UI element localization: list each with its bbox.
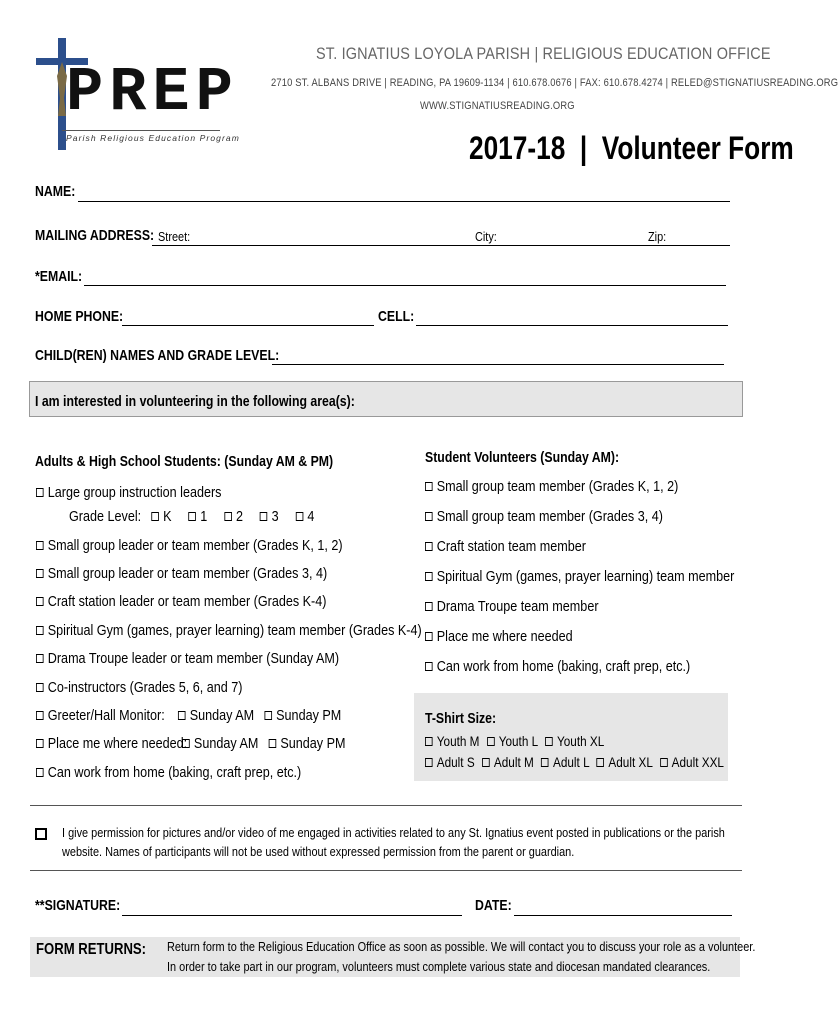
home-phone-label: HOME PHONE: (35, 308, 124, 325)
item-label: Spiritual Gym (games, prayer learning) team member (Grades K-4) (47, 622, 422, 639)
date-field[interactable] (514, 915, 732, 916)
permission-checkbox[interactable] (35, 828, 47, 840)
checkbox-grade-1[interactable] (188, 512, 196, 521)
interest-heading: I am interested in volunteering in the following area(s): (35, 393, 355, 410)
permission-text: I give permission for pictures and/or video of me engaged in activities related to any St. Ignatius event posted in publications or the parish website. Names of participants will not be used without expressed permission from the parent or guardian. (62, 825, 725, 859)
adult-s-label: Adult S (436, 754, 475, 770)
checkbox-adult-xxl[interactable] (660, 758, 668, 767)
student-option-4[interactable] (425, 568, 734, 585)
form-returns-label: FORM RETURNS: (36, 941, 147, 958)
zip-label: Zip: (648, 229, 667, 244)
sunday-pm-label: Sunday PM (276, 707, 342, 724)
student-option-7[interactable] (425, 658, 690, 675)
adult-option-4[interactable] (36, 622, 422, 639)
grade-4-label: 4 (307, 508, 315, 525)
grade-2-label: 2 (235, 508, 243, 525)
item-label: Small group team member (Grades 3, 4) (436, 508, 663, 525)
students-heading: Student Volunteers (Sunday AM): (425, 449, 620, 466)
item-label: Craft station team member (436, 538, 586, 555)
checkbox[interactable] (36, 488, 44, 497)
interest-heading-box (29, 381, 743, 417)
signature-field[interactable] (122, 915, 462, 916)
checkbox-adult-l[interactable] (541, 758, 549, 767)
student-option-3[interactable] (425, 538, 586, 555)
adult-xl-label: Adult XL (608, 754, 653, 770)
item-label: Can work from home (baking, craft prep, etc.) (436, 658, 691, 675)
home-phone-field[interactable] (122, 325, 374, 326)
grade-1-label: 1 (200, 508, 208, 525)
website: WWW.STIGNATIUSREADING.ORG (420, 100, 575, 112)
adult-option-2[interactable] (36, 565, 327, 582)
grade-level-label: Grade Level: (69, 508, 142, 525)
student-option-2[interactable] (425, 508, 663, 525)
children-label: CHILD(REN) NAMES AND GRADE LEVEL: (35, 347, 280, 364)
sunday-am-label: Sunday AM (189, 707, 255, 724)
item-label: Craft station leader or team member (Grades K-4) (47, 593, 327, 610)
logo-subtitle: Parish Religious Education Program (66, 133, 240, 143)
place-me-label: Place me where needed: (47, 735, 188, 752)
grade-k-label: K (163, 508, 172, 525)
checkbox[interactable] (425, 512, 433, 521)
checkbox[interactable] (36, 654, 44, 663)
item-label: Large group instruction leaders (47, 484, 222, 501)
checkbox-grade-4[interactable] (296, 512, 304, 521)
checkbox-place-me-pm[interactable] (269, 739, 277, 748)
tshirt-box (414, 693, 728, 781)
item-label: Small group leader or team member (Grades K, 1, 2) (47, 537, 343, 554)
adult-option-1[interactable] (36, 537, 343, 554)
item-label: Co-instructors (Grades 5, 6, and 7) (47, 679, 243, 696)
item-label: Drama Troupe team member (436, 598, 599, 615)
org-line: ST. IGNATIUS LOYOLA PARISH | RELIGIOUS EDUCATION OFFICE (316, 44, 771, 63)
checkbox-youth-m[interactable] (425, 737, 433, 746)
checkbox-grade-2[interactable] (224, 512, 232, 521)
grade-level-row (69, 508, 314, 525)
name-field[interactable] (78, 201, 730, 202)
large-group-item[interactable] (36, 484, 221, 501)
city-field[interactable] (472, 245, 648, 246)
adult-option-6[interactable] (36, 679, 242, 696)
checkbox[interactable] (425, 572, 433, 581)
checkbox-grade-k[interactable] (151, 512, 159, 521)
street-label: Street: (158, 229, 191, 244)
date-label: DATE: (475, 897, 512, 914)
item-label: Spiritual Gym (games, prayer learning) team member (436, 568, 735, 585)
adult-l-label: Adult L (553, 754, 590, 770)
form-returns-line1: Return form to the Religious Education Office as soon as possible. We will contact you to discuss your role as a volunteer. (167, 939, 756, 954)
youth-xl-label: Youth XL (556, 733, 605, 749)
form-returns-box (30, 937, 756, 977)
greeter-row (36, 707, 341, 724)
checkbox[interactable] (425, 632, 433, 641)
signature-label: **SIGNATURE: (35, 897, 121, 914)
form-title: 2017-18 | Volunteer Form (469, 130, 794, 166)
adult-option-5[interactable] (36, 650, 339, 667)
adult-option-3[interactable] (36, 593, 326, 610)
children-field[interactable] (272, 364, 724, 365)
item-label: Small group team member (Grades K, 1, 2) (436, 478, 679, 495)
logo-text: PREP (66, 57, 239, 128)
youth-m-label: Youth M (436, 733, 480, 749)
name-label: NAME: (35, 183, 76, 200)
item-label: Can work from home (baking, craft prep, etc.) (47, 764, 302, 781)
tshirt-adult-row (425, 754, 724, 770)
youth-l-label: Youth L (498, 733, 538, 749)
address-line: 2710 ST. ALBANS DRIVE | READING, PA 19609-1134 | 610.678.0676 | FAX: 610.678.4274 | RELED@STIGNATIUSREADING.ORG (271, 77, 838, 89)
tshirt-heading: T-Shirt Size: (425, 710, 497, 727)
street-field[interactable] (152, 245, 472, 246)
checkbox-adult-s[interactable] (425, 758, 433, 767)
checkbox-youth-xl[interactable] (545, 737, 553, 746)
checkbox-grade-3[interactable] (260, 512, 268, 521)
checkbox[interactable] (36, 683, 44, 692)
permission-bottom-rule (30, 870, 742, 871)
checkbox-youth-l[interactable] (487, 737, 495, 746)
checkbox[interactable] (425, 662, 433, 671)
adult-m-label: Adult M (493, 754, 534, 770)
greeter-label: Greeter/Hall Monitor: (47, 707, 165, 724)
checkbox[interactable] (425, 482, 433, 491)
tshirt-youth-row (425, 733, 604, 749)
checkbox-greeter-pm[interactable] (264, 711, 272, 720)
checkbox-greeter[interactable] (36, 711, 44, 720)
zip-field[interactable] (648, 245, 730, 246)
city-label: City: (475, 229, 497, 244)
prep-logo (36, 38, 240, 150)
cell-field[interactable] (416, 325, 728, 326)
checkbox[interactable] (36, 541, 44, 550)
email-field[interactable] (84, 285, 726, 286)
logo-underline (62, 130, 220, 131)
checkbox[interactable] (36, 597, 44, 606)
checkbox-adult-m[interactable] (482, 758, 490, 767)
item-label: Place me where needed (436, 628, 573, 645)
adults-heading: Adults & High School Students: (Sunday AM & PM) (35, 453, 334, 470)
student-option-6[interactable] (425, 628, 573, 645)
adult-xxl-label: Adult XXL (671, 754, 724, 770)
item-label: Small group leader or team member (Grades 3, 4) (47, 565, 328, 582)
sunday-am-label: Sunday AM (193, 735, 259, 752)
student-option-1[interactable] (425, 478, 678, 495)
permission-top-rule (30, 805, 742, 806)
email-label: *EMAIL: (35, 268, 83, 285)
checkbox-adult-xl[interactable] (597, 758, 605, 767)
checkbox-greeter-am[interactable] (178, 711, 186, 720)
checkbox-place-me[interactable] (36, 739, 44, 748)
checkbox-place-me-am[interactable] (182, 739, 190, 748)
checkbox[interactable] (425, 602, 433, 611)
grade-3-label: 3 (271, 508, 279, 525)
checkbox[interactable] (425, 542, 433, 551)
student-option-5[interactable] (425, 598, 599, 615)
checkbox[interactable] (36, 569, 44, 578)
cell-label: CELL: (378, 308, 415, 325)
place-me-row (36, 735, 345, 752)
adult-home-option[interactable] (36, 764, 301, 781)
item-label: Drama Troupe leader or team member (Sunday AM) (47, 650, 340, 667)
sunday-pm-label: Sunday PM (280, 735, 346, 752)
checkbox[interactable] (36, 768, 44, 777)
form-returns-line2: In order to take part in our program, volunteers must complete various state and diocesan mandated clearances. (167, 959, 711, 974)
mailing-address-label: MAILING ADDRESS: (35, 227, 155, 244)
checkbox[interactable] (36, 626, 44, 635)
